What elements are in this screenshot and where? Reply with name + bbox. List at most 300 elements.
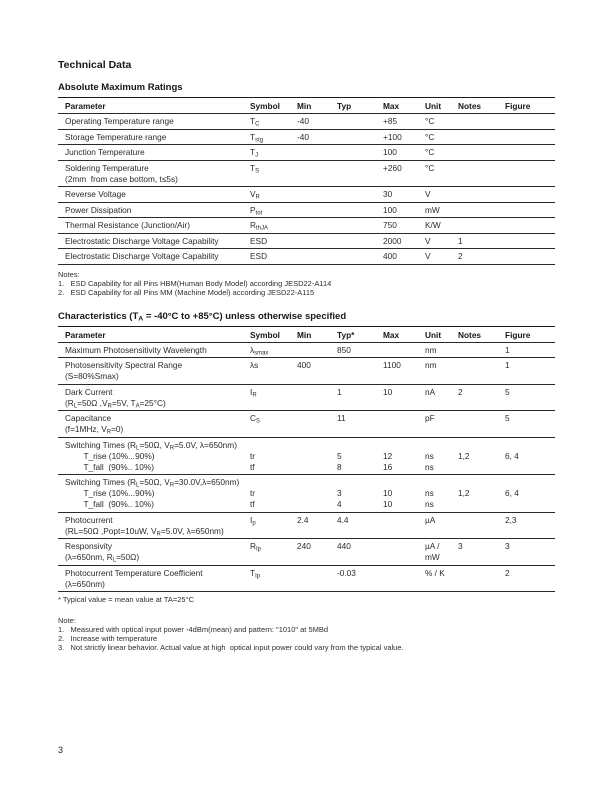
- cell-min: [297, 512, 337, 539]
- cell-figure: [505, 512, 555, 539]
- cell-line: Maximum Photosensitivity Wavelength: [65, 344, 207, 355]
- note-item: 1. Measured with optical input power -4dBm(mean) and pattern: "1010" at 5MBd: [58, 625, 329, 634]
- cell-symbol: [250, 187, 297, 203]
- cell-notes: [458, 342, 505, 358]
- cell-figure: [505, 249, 555, 265]
- cell-max: [383, 342, 425, 358]
- cell-symbol: [250, 114, 297, 130]
- cell-notes: [458, 187, 505, 203]
- cell-line: [505, 499, 553, 510]
- cell-line: $R_{thJA}$: [250, 220, 268, 232]
- cell-max: [383, 539, 425, 566]
- cell-line: 440: [337, 541, 351, 551]
- cell-line: -40: [297, 131, 309, 142]
- cell-line: [337, 251, 381, 262]
- cell-line: +85: [383, 116, 398, 126]
- cell-line: -0.03: [337, 567, 356, 578]
- cell-symbol: [250, 512, 297, 539]
- cell-line: [458, 189, 503, 200]
- cell-notes: [458, 249, 505, 265]
- cell-min: [297, 384, 337, 411]
- cell-param: [58, 565, 250, 592]
- cell-line: [250, 477, 295, 488]
- cell-symbol: [250, 342, 297, 358]
- cell-line: $T_{Ip}$: [250, 567, 261, 579]
- cell-notes: [458, 437, 505, 475]
- note-item: 1. ESD Capability for all Pins HBM(Human Body Model) according JESD22-A114: [58, 278, 332, 288]
- cell-line: [383, 477, 423, 488]
- cell-line: [458, 360, 503, 371]
- cell-typ: [337, 437, 383, 475]
- page-number: 3: [58, 745, 64, 755]
- cell-typ: [337, 512, 383, 539]
- cell-line: 8: [337, 461, 342, 472]
- table-row: [58, 114, 555, 130]
- cell-min: [297, 411, 337, 438]
- cell-param: [58, 411, 250, 438]
- cell-line: Responsivity: [65, 541, 113, 551]
- cell-line: [297, 488, 335, 499]
- cell-line: $C_S$: [250, 413, 260, 425]
- cell-line: mW: [425, 204, 440, 215]
- cell-max: [383, 512, 425, 539]
- cell-line: [458, 477, 503, 488]
- cell-symbol: [250, 202, 297, 218]
- table-row: [58, 512, 555, 539]
- cell-line: [458, 345, 503, 356]
- cell-line: 30: [383, 189, 393, 199]
- cell-min: [297, 114, 337, 130]
- cell-line: (S=80%Smax): [65, 371, 119, 381]
- cell-typ: [337, 539, 383, 566]
- cell-line: [297, 568, 335, 579]
- cell-min: [297, 358, 337, 385]
- table-row: [58, 249, 555, 265]
- col-header-symbol: Symbol: [250, 98, 297, 114]
- cell-typ: [337, 249, 383, 265]
- cell-line: tf: [250, 461, 255, 472]
- cell-line: [297, 462, 335, 473]
- cell-line: [458, 499, 503, 510]
- table-row: [58, 475, 555, 513]
- cell-min: [297, 475, 337, 513]
- cell-line: 12: [383, 450, 393, 461]
- cell-line: [505, 440, 553, 451]
- cell-param: [58, 187, 250, 203]
- cell-line: $I_R$: [250, 386, 257, 398]
- table-row: [58, 187, 555, 203]
- cell-line: $I_p$: [250, 514, 256, 526]
- cell-line: [383, 413, 423, 424]
- cell-figure: [505, 187, 555, 203]
- cell-line: Switching Times ($R_L=50\Omega$, $V_R=5.0V$, λ=650nm): [65, 439, 237, 451]
- cell-line: [337, 132, 381, 143]
- cell-typ: [337, 342, 383, 358]
- cell-min: [297, 539, 337, 566]
- cell-line: [297, 413, 335, 424]
- cell-param: [58, 145, 250, 161]
- cell-typ: [337, 233, 383, 249]
- cell-line: [458, 116, 503, 127]
- cell-line: 2000: [383, 235, 402, 246]
- cell-line: [505, 477, 553, 488]
- cell-figure: [505, 218, 555, 234]
- cell-line: V: [425, 189, 431, 199]
- cell-figure: [505, 202, 555, 218]
- cell-line: (2mm from case bottom, t≤5s): [65, 173, 178, 184]
- absolute-maximum-ratings-table: [58, 97, 555, 265]
- cell-line: [337, 220, 381, 231]
- cell-notes: [458, 539, 505, 566]
- cell-symbol: [250, 160, 297, 187]
- cell-param: [58, 358, 250, 385]
- cell-line: ESD: [250, 235, 268, 246]
- cell-symbol: [250, 384, 297, 411]
- cell-min: [297, 342, 337, 358]
- cell-figure: [505, 411, 555, 438]
- cell-line: tr: [250, 450, 256, 461]
- cell-line: [337, 205, 381, 216]
- cell-min: [297, 187, 337, 203]
- cell-line: Thermal Resistance (Junction/Air): [65, 220, 190, 230]
- notes-label: Note:: [58, 616, 76, 625]
- cell-line: [297, 387, 335, 398]
- cell-line: T_fall (90%.. 10%): [65, 499, 155, 509]
- cell-unit: [425, 539, 458, 566]
- cell-line: 400: [383, 251, 397, 261]
- cell-min: [297, 160, 337, 187]
- cell-notes: [458, 384, 505, 411]
- cell-param: [58, 160, 250, 187]
- cell-line: °C: [425, 147, 435, 157]
- cell-line: % / K: [425, 567, 445, 578]
- col-header-notes: Notes: [458, 98, 505, 114]
- cell-line: 1: [458, 235, 463, 246]
- cell-notes: [458, 565, 505, 592]
- cell-unit: [425, 342, 458, 358]
- note-item: 2. Increase with temperature: [58, 634, 158, 643]
- cell-line: 10: [383, 499, 393, 509]
- cell-line: [383, 568, 423, 579]
- cell-max: [383, 249, 425, 265]
- table-row: [58, 384, 555, 411]
- cell-line: Junction Temperature: [65, 147, 145, 157]
- cell-line: +260: [383, 162, 402, 173]
- cell-line: [297, 440, 335, 451]
- table-row: [58, 342, 555, 358]
- cell-notes: [458, 358, 505, 385]
- cell-line: ns: [425, 450, 434, 461]
- page-title: Technical Data: [58, 59, 132, 71]
- cell-line: [458, 163, 503, 174]
- table-row: [58, 145, 555, 161]
- cell-max: [383, 187, 425, 203]
- table-row: [58, 411, 555, 438]
- cell-line: Storage Temperature range: [65, 131, 167, 142]
- cell-line: [297, 477, 335, 488]
- cell-min: [297, 218, 337, 234]
- typical-value-footnote: * Typical value = mean value at TA=25°C: [58, 595, 194, 604]
- cell-min: [297, 233, 337, 249]
- cell-line: Photocurrent Temperature Coefficient: [65, 567, 203, 578]
- cell-line: 2: [505, 567, 510, 578]
- cell-line: ns: [425, 499, 434, 509]
- col-header-figure: Figure: [505, 98, 555, 114]
- cell-line: $\lambda_{smax}$: [250, 344, 269, 356]
- table-row: [58, 218, 555, 234]
- cell-param: [58, 512, 250, 539]
- cell-line: 5: [337, 450, 342, 461]
- cell-line: -40: [297, 116, 309, 126]
- cell-notes: [458, 411, 505, 438]
- cell-line: [337, 477, 381, 488]
- cell-notes: [458, 233, 505, 249]
- col-header-unit: Unit: [425, 98, 458, 114]
- cell-line: [383, 541, 423, 552]
- cell-line: T_rise (10%...90%): [65, 450, 155, 461]
- cell-max: [383, 437, 425, 475]
- cell-figure: [505, 160, 555, 187]
- cell-figure: [505, 114, 555, 130]
- cell-unit: [425, 145, 458, 161]
- col-header-min: Min: [297, 98, 337, 114]
- cell-line: [297, 147, 335, 158]
- cell-param: [58, 202, 250, 218]
- cell-line: 4.4: [337, 514, 349, 525]
- cell-max: [383, 475, 425, 513]
- cell-line: [505, 220, 553, 231]
- cell-symbol: [250, 145, 297, 161]
- table-row: [58, 358, 555, 385]
- table-header-row: [58, 98, 555, 114]
- col-header-typ: Typ: [337, 98, 383, 114]
- cell-line: 3: [337, 488, 342, 498]
- col-header-unit: Unit: [425, 326, 458, 342]
- cell-line: [297, 499, 335, 510]
- cell-line: [505, 147, 553, 158]
- cell-line: [458, 220, 503, 231]
- cell-figure: [505, 233, 555, 249]
- cell-line: [337, 116, 381, 127]
- cell-param: [58, 218, 250, 234]
- cell-symbol: [250, 358, 297, 385]
- cell-max: [383, 160, 425, 187]
- cell-figure: [505, 342, 555, 358]
- cell-line: [505, 189, 553, 200]
- cell-symbol: [250, 539, 297, 566]
- cell-param: [58, 384, 250, 411]
- cell-line: 1: [505, 360, 510, 370]
- cell-line: [297, 220, 335, 231]
- cell-notes: [458, 512, 505, 539]
- cell-line: Electrostatic Discharge Voltage Capability: [65, 235, 219, 246]
- cell-unit: [425, 411, 458, 438]
- table-body: [58, 114, 555, 265]
- cell-line: tr: [250, 488, 256, 498]
- cell-line: [425, 477, 456, 488]
- cell-typ: [337, 411, 383, 438]
- cell-line: Reverse Voltage: [65, 189, 126, 199]
- cell-param: [58, 539, 250, 566]
- cell-max: [383, 565, 425, 592]
- cell-max: [383, 145, 425, 161]
- cell-line: $T_{stg}$: [250, 131, 264, 143]
- cell-line: (f=1MHz, $V_R=0$): [65, 424, 124, 436]
- cell-line: 2: [458, 386, 463, 397]
- cell-max: [383, 114, 425, 130]
- cell-param: [58, 437, 250, 475]
- cell-line: V: [425, 235, 431, 246]
- cell-line: ESD: [250, 251, 268, 261]
- cell-line: [505, 205, 553, 216]
- cell-unit: [425, 129, 458, 145]
- cell-line: 1,2: [458, 450, 470, 461]
- cell-max: [383, 411, 425, 438]
- col-header-max: Max: [383, 326, 425, 342]
- cell-notes: [458, 475, 505, 513]
- col-header-figure: Figure: [505, 326, 555, 342]
- cell-line: T_fall (90%.. 10%): [65, 461, 155, 472]
- cell-line: [383, 440, 423, 451]
- cell-unit: [425, 218, 458, 234]
- section-characteristics: [58, 311, 555, 653]
- cell-notes: [458, 114, 505, 130]
- table-header-row: [58, 326, 555, 342]
- cell-line: Soldering Temperature: [65, 162, 149, 173]
- cell-typ: [337, 129, 383, 145]
- cell-symbol: [250, 129, 297, 145]
- cell-line: [297, 251, 335, 262]
- cell-unit: [425, 202, 458, 218]
- cell-symbol: [250, 233, 297, 249]
- cell-line: Switching Times ($R_L=50\Omega$, $V_R=30.0V,\lambda=650nm$): [65, 477, 240, 489]
- cell-line: T_rise (10%...90%): [65, 488, 155, 498]
- cell-line: 16: [383, 461, 393, 472]
- cell-line: [337, 189, 381, 200]
- cell-line: [297, 189, 335, 200]
- cell-max: [383, 358, 425, 385]
- col-header-typ: Typ*: [337, 326, 383, 342]
- cell-line: µA: [425, 514, 436, 525]
- cell-line: 1: [505, 344, 510, 355]
- cell-line: [337, 360, 381, 371]
- cell-line: λs: [250, 360, 259, 370]
- cell-figure: [505, 145, 555, 161]
- cell-line: [458, 413, 503, 424]
- cell-unit: [425, 512, 458, 539]
- cell-figure: [505, 129, 555, 145]
- cell-min: [297, 145, 337, 161]
- characteristics-heading: Characteristics ($T_A = -40^\circ C$ to +85°C) unless otherwise specified: [58, 310, 347, 323]
- cell-typ: [337, 145, 383, 161]
- cell-line: ($R_L=50\Omega$ $,V_R=5V$, $T_A=25^\circ C$): [65, 397, 166, 409]
- cell-unit: [425, 565, 458, 592]
- cell-unit: [425, 358, 458, 385]
- cell-line: [383, 345, 423, 356]
- table-body: [58, 342, 555, 592]
- cell-min: [297, 249, 337, 265]
- cell-line: 6, 4: [505, 488, 519, 498]
- table-header: [58, 98, 555, 114]
- cell-figure: [505, 539, 555, 566]
- cell-figure: [505, 565, 555, 592]
- cell-line: $V_R$: [250, 189, 260, 201]
- cell-line: [250, 440, 295, 451]
- cell-unit: [425, 233, 458, 249]
- cell-line: [458, 147, 503, 158]
- cell-line: 100: [383, 147, 397, 157]
- cell-max: [383, 384, 425, 411]
- cell-symbol: [250, 249, 297, 265]
- cell-line: 1100: [383, 360, 401, 370]
- cell-typ: [337, 160, 383, 187]
- cell-typ: [337, 114, 383, 130]
- cell-unit: [425, 187, 458, 203]
- cell-line: nm: [425, 360, 437, 370]
- col-header-min: Min: [297, 326, 337, 342]
- cell-unit: [425, 384, 458, 411]
- cell-line: [337, 236, 381, 247]
- page-content: [58, 59, 555, 652]
- cell-param: [58, 475, 250, 513]
- cell-param: [58, 342, 250, 358]
- cell-line: [458, 568, 503, 579]
- table-row: [58, 565, 555, 592]
- cell-notes: [458, 218, 505, 234]
- cell-line: Photosensitivity Spectral Range: [65, 360, 183, 370]
- cell-line: nm: [425, 344, 437, 355]
- cell-param: [58, 114, 250, 130]
- cell-line: °C: [425, 116, 435, 126]
- table-row: [58, 129, 555, 145]
- table-row: [58, 539, 555, 566]
- cell-line: 2: [458, 251, 463, 261]
- cell-line: °C: [425, 131, 435, 142]
- ratings-notes-block: [58, 270, 555, 297]
- cell-line: 10: [383, 488, 393, 498]
- cell-line: $R_{Ip}$: [250, 541, 261, 553]
- cell-line: [337, 147, 381, 158]
- cell-min: [297, 202, 337, 218]
- cell-line: 100: [383, 204, 397, 215]
- cell-unit: [425, 437, 458, 475]
- cell-param: [58, 233, 250, 249]
- cell-max: [383, 129, 425, 145]
- cell-symbol: [250, 565, 297, 592]
- col-header-parameter: Parameter: [58, 98, 250, 114]
- cell-param: [58, 249, 250, 265]
- col-header-parameter: Parameter: [58, 326, 250, 342]
- cell-line: 5: [505, 386, 510, 397]
- cell-line: [383, 515, 423, 526]
- cell-typ: [337, 358, 383, 385]
- col-header-max: Max: [383, 98, 425, 114]
- cell-line: (λ=650nm, $R_L=50\Omega$): [65, 552, 140, 564]
- cell-figure: [505, 437, 555, 475]
- cell-max: [383, 202, 425, 218]
- cell-line: [505, 163, 553, 174]
- cell-line: 1: [337, 386, 342, 397]
- table-row: [58, 160, 555, 187]
- cell-line: [458, 515, 503, 526]
- note-item: 2. ESD Capability for all Pins MM (Machine Model) according JESD22-A115: [58, 287, 315, 297]
- cell-line: (λ=650nm): [65, 578, 105, 589]
- cell-line: 2.4: [297, 514, 309, 525]
- cell-line: $T_J$: [250, 147, 259, 159]
- cell-line: [337, 163, 381, 174]
- cell-line: 400: [297, 360, 311, 370]
- cell-line: 3: [458, 541, 463, 551]
